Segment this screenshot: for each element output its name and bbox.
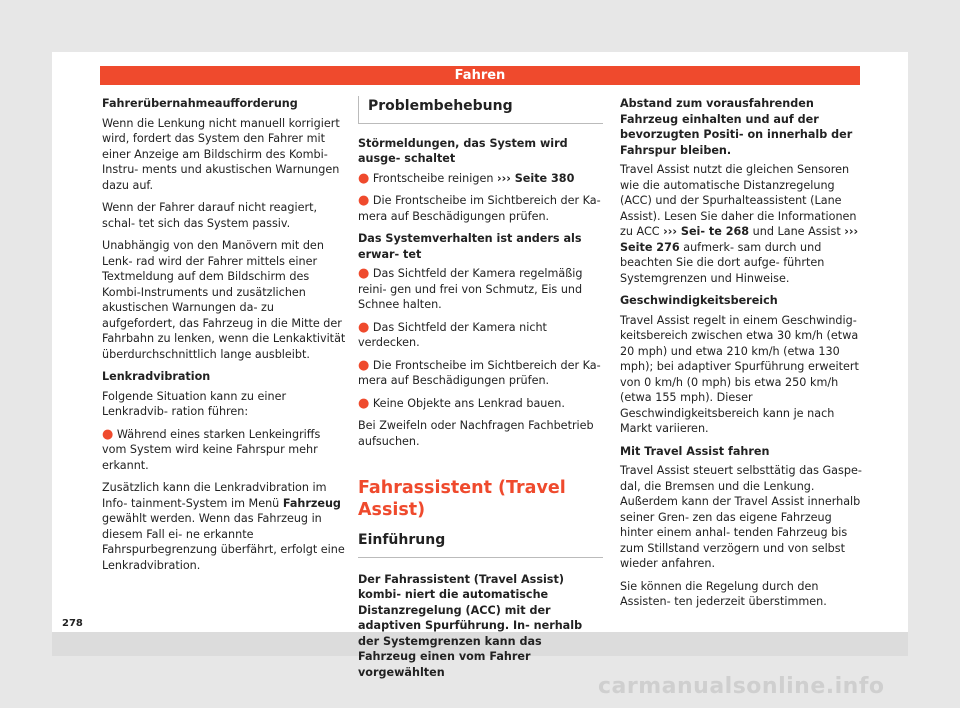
paragraph: Zusätzlich kann die Lenkradvibration im Info- tainment-System im Menü Fahrzeug gewählt werden. Wenn das Fahrzeug in diesem Fall ei- ne erkannte Fahrspurbegrenzung überfährt, erfolgt eine Lenkradvibration. — [102, 481, 345, 572]
heading-fahreruebernahme: Fahrerübernahmeaufforderung — [102, 97, 298, 110]
column-2 — [358, 96, 603, 684]
bullet-icon: ● — [358, 357, 370, 373]
paragraph: Travel Assist nutzt die gleichen Sensoren wie die automatische Distanzregelung (ACC) und der Spurhalteassistent (Lane Assist). Lesen Sie daher die Informationen zu ACC ››› Sei- te 268 und Lane Assist ››› Seite 276 aufmerk- sam durch und beachten Sie die dort aufge- führten Systemgrenzen und Hinweise. — [620, 163, 859, 285]
paragraph: Bei Zweifeln oder Nachfragen Fachbetrieb aufsuchen. — [358, 419, 594, 448]
bullet-icon: ● — [358, 266, 370, 281]
bullet-item: ● Das Sichtfeld der Kamera regelmäßig reini- gen und frei von Schmutz, Eis und Schnee halten. — [358, 266, 583, 311]
bullet-item: ● Während eines starken Lenkeingriffs vom System wird keine Fahrspur mehr erkannt. — [102, 426, 321, 472]
paragraph: Unabhängig von den Manövern mit den Lenk- rad wird der Fahrer mittels einer Textmeldung auf dem Bildschirm des Kombi-Instruments und zusätzlichen akustischen Warnungen da- zu aufgefordert, das Fahrzeug in die Mitte der Fahrbahn zu lenken, wenn die Lenkaktivität überdurchschnittlich lange ausbleibt. — [102, 239, 346, 361]
subheading-einfuehrung: Einführung — [358, 533, 603, 558]
bullet-icon: ● — [358, 319, 370, 335]
bullet-item: ● Die Frontscheibe im Sichtbereich der Ka- mera auf Beschädigungen prüfen. — [358, 357, 601, 387]
paragraph: Wenn die Lenkung nicht manuell korrigiert wird, fordert das System den Fahrer mit einer Anzeige am Bildschirm des Kombi-Instru- ments und akustischen Warnungen dazu auf. — [102, 116, 340, 192]
bullet-item: ● Das Sichtfeld der Kamera nicht verdecken. — [358, 319, 547, 349]
heading-mit-travel-assist-fahren: Mit Travel Assist fahren — [620, 444, 770, 458]
intro-continuation: Abstand zum vorausfahrenden Fahrzeug einhalten und auf der bevorzugten Positi- on innerhalb der Fahrspur bleiben. — [620, 97, 853, 157]
heading-lenkradvibration: Lenkradvibration — [102, 370, 211, 383]
column-3 — [620, 96, 865, 617]
bullet-icon: ● — [358, 395, 370, 411]
page-reference-link[interactable]: ››› Seite 380 — [496, 171, 575, 185]
page-number: 278 — [62, 618, 83, 629]
section-heading-problembehebung: Problembehebung — [358, 96, 603, 124]
page-reference-link[interactable]: ››› Sei- te 268 — [663, 225, 750, 238]
chapter-title-travel-assist: Fahrassistent (Travel Assist) — [358, 478, 566, 520]
page-reference-link[interactable]: ››› Seite 276 — [620, 225, 859, 254]
paragraph: Travel Assist regelt in einem Geschwindig- keitsbereich zwischen etwa 30 km/h (etwa 20 mph) und etwa 210 km/h (etwa 130 mph); bei adaptiver Spurführung erweitert von 0 km/h (0 mph) bis etwa 250 km/h (etwa 155 mph). Dieser Geschwindigkeitsbereich kann je nach Markt variieren. — [620, 313, 859, 435]
column-1 — [102, 96, 347, 580]
heading-geschwindigkeitsbereich: Geschwindigkeitsbereich — [620, 294, 778, 307]
bullet-item: ● Frontscheibe reinigen ››› Seite 380 — [358, 170, 575, 186]
heading-systemverhalten: Das Systemverhalten ist anders als erwar- tet — [358, 232, 582, 261]
paragraph: Folgende Situation kann zu einer Lenkradvib- ration führen: — [102, 389, 287, 418]
paragraph: Travel Assist steuert selbsttätig das Gaspe- dal, die Bremsen und die Lenkung. Außerdem kann der Travel Assist innerhalb seiner Gren- zen das eigene Fahrzeug hinter einem anhal- tenden Fahrzeug bis zum Stillstand verzögern und von selbst wieder anfahren. — [620, 464, 862, 570]
paragraph: Wenn der Fahrer darauf nicht reagiert, schal- tet sich das System passiv. — [102, 201, 318, 230]
menu-term: Fahrzeug — [282, 496, 341, 510]
bullet-icon: ● — [102, 426, 114, 442]
bullet-item: ● Die Frontscheibe im Sichtbereich der Ka- mera auf Beschädigungen prüfen. — [358, 193, 601, 223]
bullet-icon: ● — [358, 170, 370, 186]
intro-paragraph: Der Fahrassistent (Travel Assist) kombi- niert die automatische Distanzregelung (ACC) mit der adaptiven Spurführung. In- nerhalb der Systemgrenzen kann das Fahrzeug einen vom Fahrer vorgewählten — [358, 572, 583, 679]
watermark: carmanualsonline.info — [598, 674, 885, 699]
bullet-icon: ● — [358, 193, 370, 208]
bullet-item: ● Keine Objekte ans Lenkrad bauen. — [358, 395, 565, 411]
paragraph: Sie können die Regelung durch den Assisten- ten jederzeit überstimmen. — [620, 579, 827, 608]
heading-stoermeldungen: Störmeldungen, das System wird ausge- schaltet — [358, 136, 568, 165]
chapter-header: Fahren — [100, 66, 860, 85]
